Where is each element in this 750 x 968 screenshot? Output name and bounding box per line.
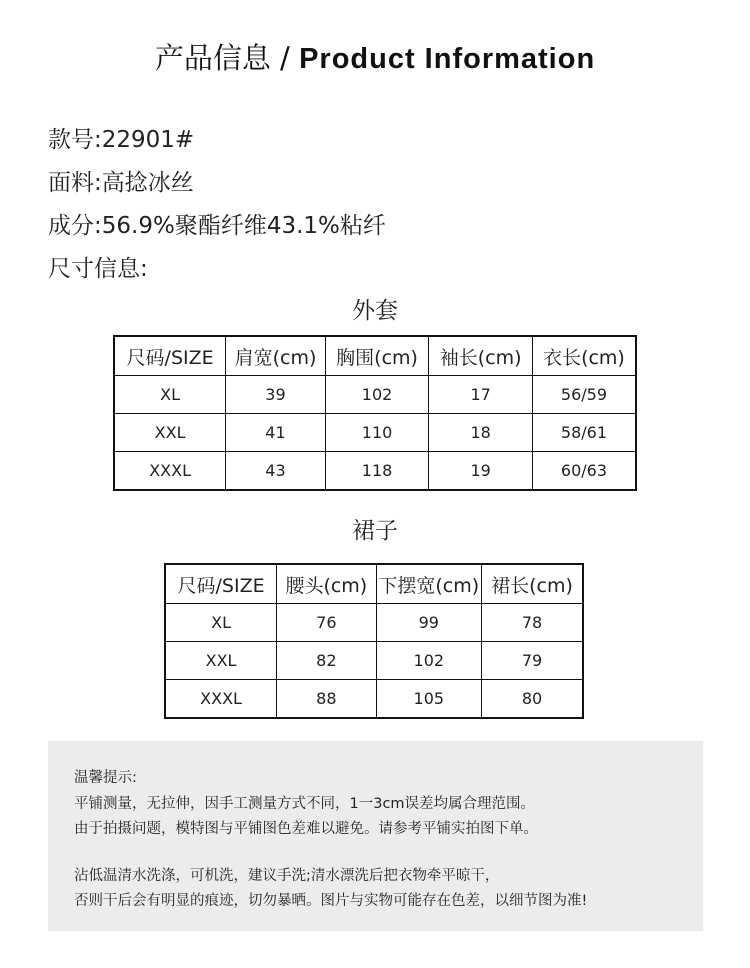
skirt-table-cell: 79	[482, 642, 584, 680]
title-separator: /	[270, 41, 300, 75]
skirt-table-row	[165, 604, 583, 642]
jacket-header-cell: 衣长(cm)	[532, 336, 636, 376]
title-en: Product Information	[299, 43, 596, 75]
skirt-table-cell: 99	[376, 604, 481, 642]
notice-heading: 温馨提示:	[74, 770, 137, 786]
notice-line-2: 由于拍摄问题，模特图与平铺图色差难以避免。请参考平铺实拍图下单。	[74, 821, 538, 837]
style-number: 款号:22901#	[48, 127, 195, 153]
notice-line-3: 沾低温清水洗涤，可机洗，建议手洗;清水漂洗后把衣物牵平晾干，	[74, 868, 500, 884]
jacket-header-cell: 袖长(cm)	[429, 336, 533, 376]
skirt-table-cell: XL	[165, 604, 277, 642]
size-info-label: 尺寸信息:	[48, 256, 148, 282]
skirt-header-cell: 裙长(cm)	[482, 564, 584, 604]
jacket-table-cell: 58/61	[532, 414, 636, 452]
skirt-table-row	[165, 642, 583, 680]
jacket-table-row	[114, 376, 636, 414]
skirt-table-cell: 80	[482, 680, 584, 719]
skirt-table-cell: 88	[277, 680, 376, 719]
jacket-table-cell: 39	[226, 376, 326, 414]
notice-line-4: 否则干后会有明显的痕迹，切勿暴晒。图片与实物可能存在色差，以细节图为准!	[74, 893, 588, 909]
skirt-table-cell: XXXL	[165, 680, 277, 719]
jacket-table-cell: 102	[325, 376, 429, 414]
jacket-table-cell: 60/63	[532, 452, 636, 491]
composition-info: 成分:56.9%聚酯纤维43.1%粘纤	[48, 213, 386, 239]
fabric-info: 面料:高捻冰丝	[48, 170, 194, 196]
jacket-title: 外套	[352, 298, 398, 324]
jacket-table-row	[114, 414, 636, 452]
jacket-table-cell: XXL	[114, 414, 226, 452]
jacket-table-cell: 17	[429, 376, 533, 414]
title-cn: 产品信息	[154, 41, 271, 75]
skirt-header-cell: 尺码/SIZE	[165, 564, 277, 604]
skirt-header-cell: 下摆宽(cm)	[376, 564, 481, 604]
skirt-header-cell: 腰头(cm)	[277, 564, 376, 604]
skirt-table-cell: XXL	[165, 642, 277, 680]
jacket-table-cell: XXXL	[114, 452, 226, 491]
jacket-table-cell: 118	[325, 452, 429, 491]
jacket-size-table	[113, 335, 637, 491]
jacket-header-cell: 胸围(cm)	[325, 336, 429, 376]
skirt-table-cell: 82	[277, 642, 376, 680]
skirt-title: 裙子	[352, 518, 398, 544]
skirt-header-row	[165, 564, 583, 604]
skirt-table-cell: 76	[277, 604, 376, 642]
jacket-table-cell: 56/59	[532, 376, 636, 414]
care-notice-box	[48, 741, 703, 931]
skirt-table-cell: 78	[482, 604, 584, 642]
jacket-header-cell: 肩宽(cm)	[226, 336, 326, 376]
page-title	[0, 36, 750, 77]
jacket-table-cell: 43	[226, 452, 326, 491]
jacket-table-row	[114, 452, 636, 491]
skirt-size-table	[164, 563, 584, 719]
jacket-header-cell: 尺码/SIZE	[114, 336, 226, 376]
skirt-table-cell: 105	[376, 680, 481, 719]
skirt-table-row	[165, 680, 583, 719]
jacket-table-cell: 18	[429, 414, 533, 452]
notice-line-1: 平铺测量，无拉伸，因手工测量方式不同，1一3cm误差均属合理范围。	[74, 796, 536, 812]
jacket-table-cell: XL	[114, 376, 226, 414]
jacket-table-cell: 19	[429, 452, 533, 491]
jacket-table-cell: 110	[325, 414, 429, 452]
jacket-header-row	[114, 336, 636, 376]
jacket-table-cell: 41	[226, 414, 326, 452]
skirt-table-cell: 102	[376, 642, 481, 680]
